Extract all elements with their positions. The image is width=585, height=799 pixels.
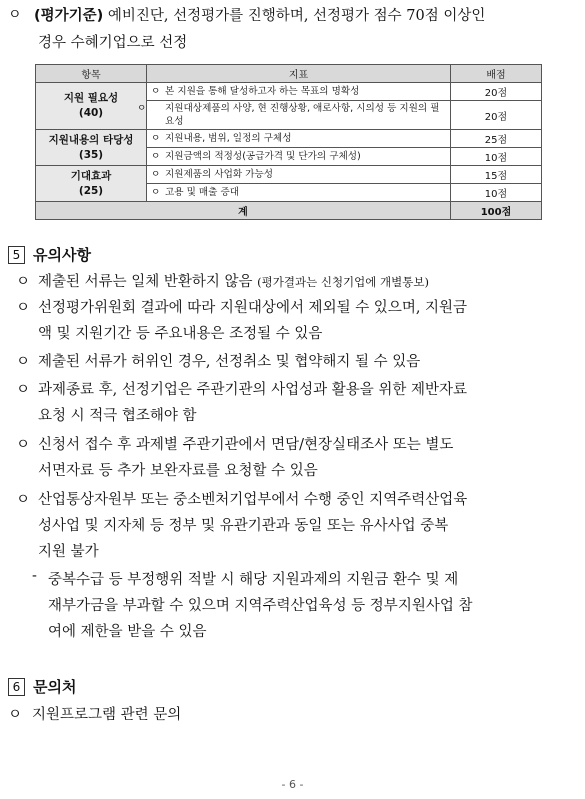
- header-score: 배점: [451, 65, 542, 83]
- list-bullet: ㅇ: [16, 274, 31, 290]
- section-6-heading: [8, 676, 76, 697]
- score-cell: 10점: [451, 184, 542, 202]
- section-title: 유의사항: [33, 246, 91, 264]
- list-item-line: 성사업 및 지자체 등 정부 및 유관기관과 동일 또는 유사사업 중복: [38, 518, 449, 534]
- indicator-cell: [147, 184, 451, 202]
- sub-item-line: 여에 제한을 받을 수 있음: [48, 624, 207, 640]
- row-bullet: ㅇ: [151, 169, 161, 180]
- score-cell: 20점: [451, 101, 542, 130]
- intro-label: (평가기준): [34, 8, 104, 24]
- indicator-text: 지원내용, 범위, 일정의 구체성: [165, 133, 292, 144]
- sub-item-line: 재부가금을 부과할 수 있으며 지역주력산업육성 등 정부지원사업 참: [48, 598, 473, 614]
- list-item-line: 액 및 지원기간 등 주요내용은 조정될 수 있음: [38, 326, 323, 342]
- category-points: (25): [78, 184, 104, 197]
- section-number-box: 5: [8, 246, 25, 264]
- category-points: (35): [78, 148, 104, 161]
- score-cell: 15점: [451, 166, 542, 184]
- indicator-text: 본 지원을 통해 달성하고자 하는 목표의 명확성: [165, 86, 360, 97]
- header-indicator: 지표: [147, 65, 451, 83]
- list-item-line: 제출된 서류가 허위인 경우, 선정취소 및 협약해지 될 수 있음: [38, 354, 421, 370]
- indicator-cell: [137, 101, 451, 130]
- sub-item-line: 중복수급 등 부정행위 적발 시 해당 지원과제의 지원금 환수 및 제: [48, 572, 459, 588]
- row-bullet: ㅇ: [137, 103, 147, 114]
- row-bullet: ㅇ: [151, 151, 161, 162]
- row-bullet: ㅇ: [151, 133, 161, 144]
- category-name: 기대효과: [70, 169, 112, 182]
- list-bullet: ㅇ: [16, 437, 31, 453]
- category-cell: [36, 130, 147, 166]
- list-item-line: 요청 시 적극 협조해야 함: [38, 408, 197, 424]
- total-label: 계: [36, 202, 451, 220]
- intro-line-1: [34, 4, 485, 25]
- header-item: 항목: [36, 65, 147, 83]
- row-bullet: ㅇ: [151, 187, 161, 198]
- list-item-line: 선정평가위원회 결과에 따라 지원대상에서 제외될 수 있으며, 지원금: [38, 300, 468, 316]
- section-number-box: 6: [8, 678, 25, 696]
- list-bullet: ㅇ: [16, 492, 31, 508]
- evaluation-table: [35, 64, 542, 220]
- intro-bullet: ㅇ: [8, 7, 22, 23]
- section-title: 문의처: [33, 678, 77, 696]
- intro-text-1: 예비진단, 선정평가를 진행하며, 선정평가 점수 70점 이상인: [103, 8, 486, 24]
- list-item-line: 서면자료 등 추가 보완자료를 요청할 수 있음: [38, 463, 318, 479]
- total-value: 100점: [451, 202, 542, 220]
- category-name: 지원내용의 타당성: [48, 133, 134, 146]
- category-cell: [36, 83, 147, 130]
- row-bullet: ㅇ: [151, 86, 161, 97]
- list-bullet: ㅇ: [8, 707, 23, 723]
- intro-line-2: 경우 수혜기업으로 선정: [38, 35, 188, 51]
- list-item-line: 과제종료 후, 선정기업은 주관기관의 사업성과 활용을 위한 제반자료: [38, 382, 468, 398]
- sub-dash: -: [32, 568, 37, 584]
- list-bullet: ㅇ: [16, 382, 31, 398]
- indicator-cell: [147, 166, 451, 184]
- category-points: (40): [78, 107, 104, 119]
- indicator-text: 지원대상제품의 사양, 현 진행상황, 애로사항, 시의성 등 지원의 필요성: [165, 103, 440, 127]
- list-item-text: 제출된 서류는 일체 반환하지 않음: [38, 274, 253, 290]
- score-cell: 25점: [451, 130, 542, 148]
- table-row: [36, 83, 542, 101]
- category-name: 지원 필요성: [63, 92, 119, 104]
- indicator-text: 지원금액의 적정성(공급가격 및 단가의 구체성): [165, 151, 361, 162]
- indicator-cell: [147, 148, 451, 166]
- indicator-text: 지원제품의 사업화 가능성: [165, 169, 274, 180]
- list-bullet: ㅇ: [16, 354, 31, 370]
- table-row: [36, 166, 542, 184]
- table-total-row: [36, 202, 542, 220]
- indicator-cell: [147, 83, 451, 101]
- list-item-line: 신청서 접수 후 과제별 주관기관에서 면담/현장실태조사 또는 별도: [38, 437, 454, 453]
- list-bullet: ㅇ: [16, 300, 31, 316]
- category-cell: [36, 166, 147, 202]
- table-row: [36, 130, 542, 148]
- list-item: [38, 270, 429, 291]
- indicator-cell: [147, 130, 451, 148]
- list-item-line: 지원 불가: [38, 544, 99, 560]
- list-item-note: (평가결과는 신청기업에 개별통보): [257, 275, 429, 289]
- score-cell: 20점: [451, 83, 542, 101]
- contact-item: 지원프로그램 관련 문의: [32, 707, 182, 723]
- list-item-line: 산업통상자원부 또는 중소벤처기업부에서 수행 중인 지역주력산업육: [38, 492, 468, 508]
- page-number: - 6 -: [281, 778, 304, 791]
- section-5-heading: [8, 244, 91, 265]
- table-header-row: [36, 65, 542, 83]
- score-cell: 10점: [451, 148, 542, 166]
- indicator-text: 고용 및 매출 증대: [165, 187, 240, 198]
